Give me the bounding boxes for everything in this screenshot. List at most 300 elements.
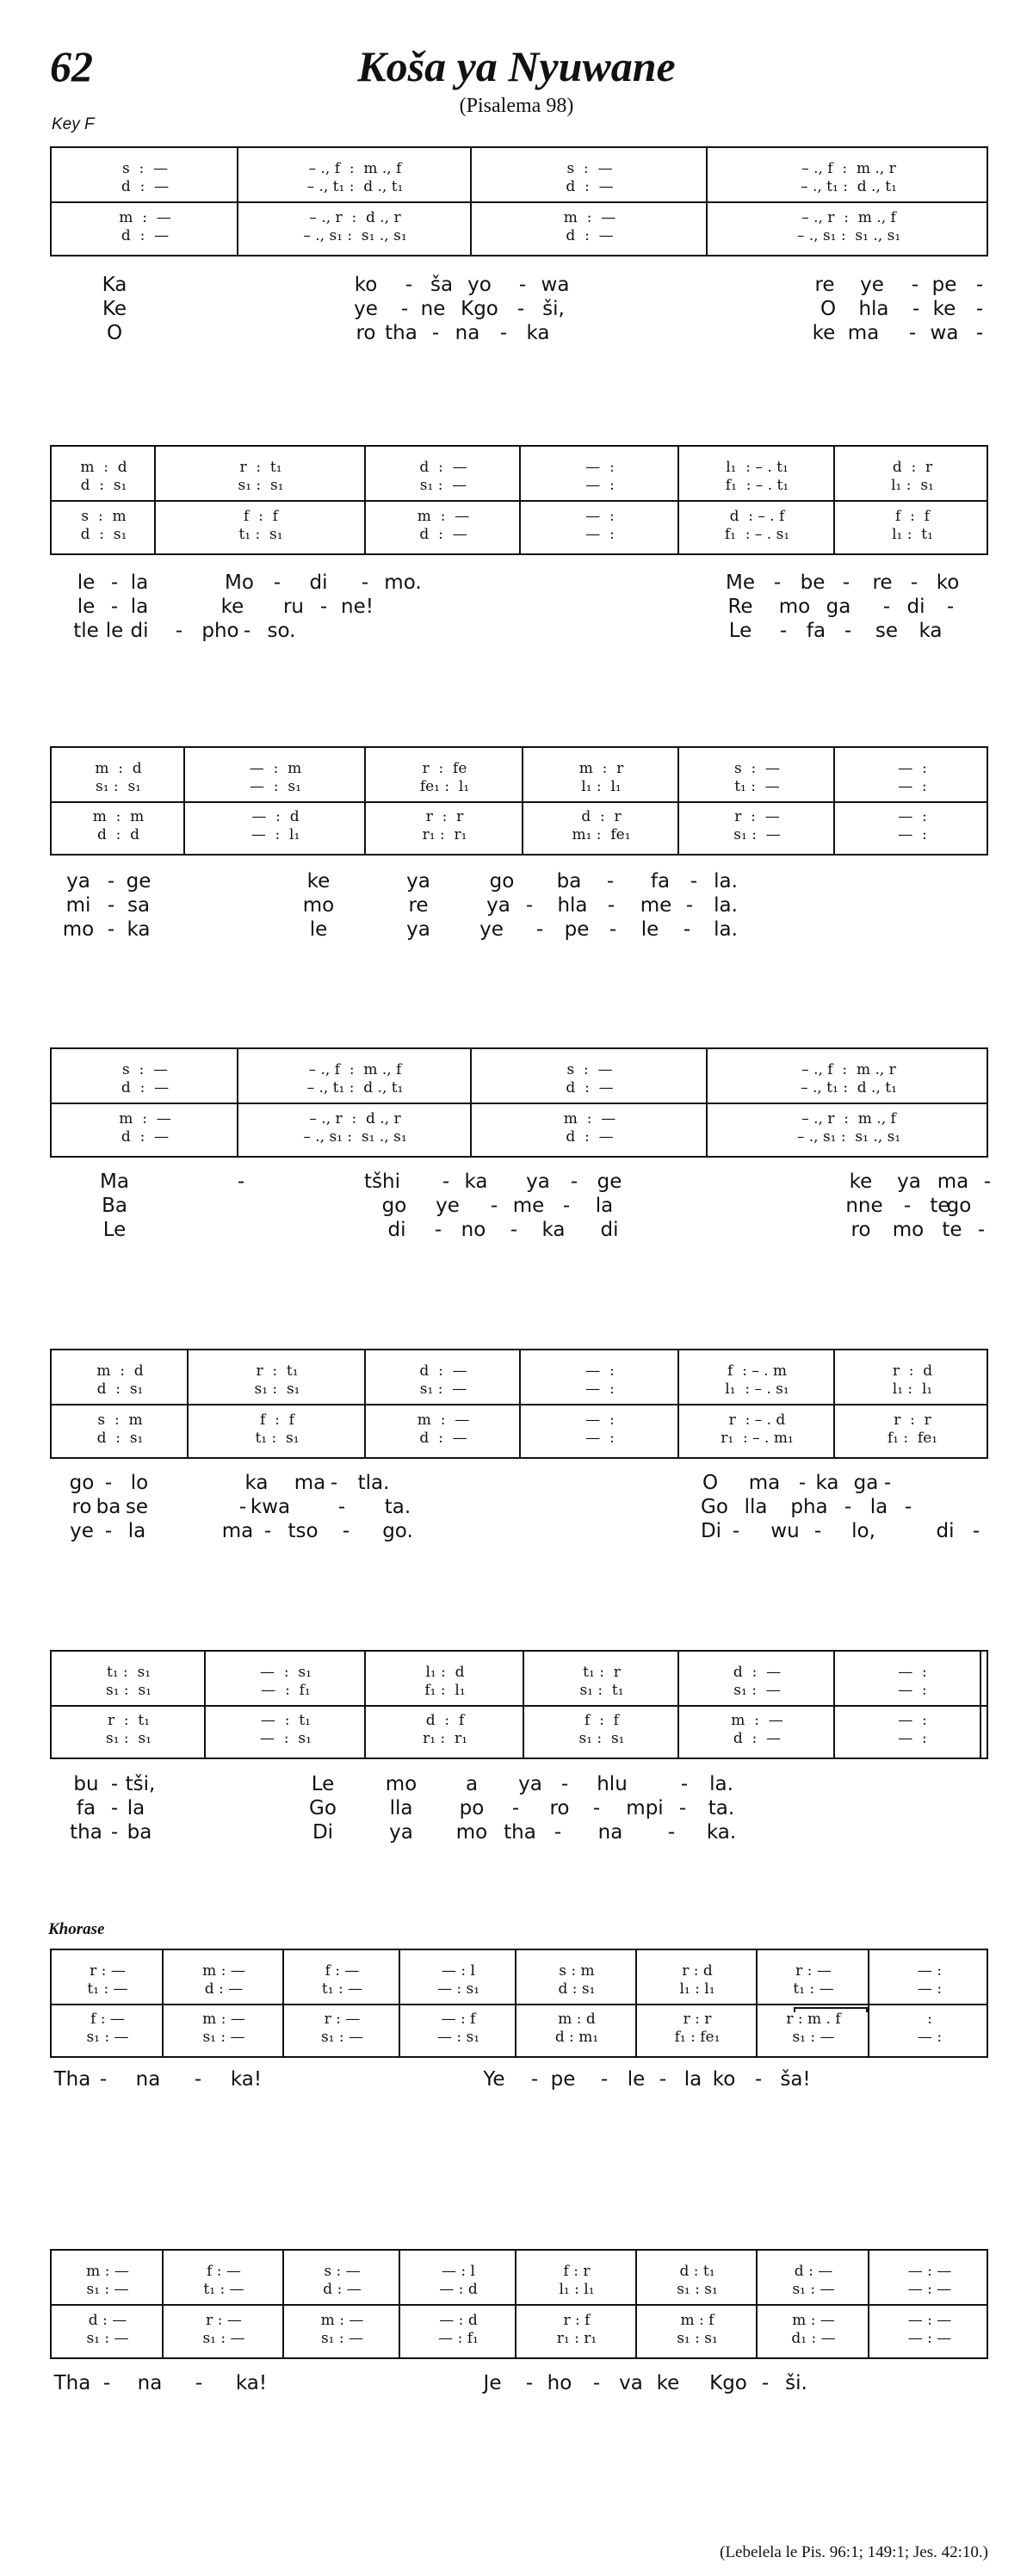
lyric-syllable: wa [930, 322, 959, 344]
measure-notes: m : r [578, 760, 624, 777]
lyric-syllable: Di [700, 1520, 722, 1542]
syllable-hyphen: - [903, 1195, 912, 1217]
syllable-hyphen: - [773, 571, 782, 594]
syllable-hyphen: - [972, 1520, 980, 1542]
measure-notes: d : s₁ [96, 1430, 144, 1447]
lyric-line-verse-1 [0, 2068, 1033, 2092]
measure-notes: – ., s₁ : s₁ ., s₁ [796, 227, 901, 244]
measure-notes: r₁ : r₁ [556, 2330, 597, 2347]
syllable-hyphen: - [975, 322, 984, 344]
measure-notes: m₁ : fe₁ [572, 826, 631, 843]
lyric-syllable: ge [126, 870, 152, 893]
lyric-syllable: di [600, 1219, 619, 1241]
measure-notes: l₁ : l₁ [581, 778, 622, 795]
measure-notes: f₁ : fe₁ [674, 2029, 721, 2046]
lyric-syllable: mo [302, 894, 335, 917]
syllable-hyphen: - [883, 1472, 892, 1494]
measure-notes: d : s₁ [558, 1980, 596, 1998]
measure-notes: — : s₁ [260, 1664, 312, 1681]
measure-notes: s₁ : — [792, 2029, 835, 2046]
measure-notes: l₁ : l₁ [892, 1381, 933, 1398]
lyric-syllable: mo [892, 1219, 925, 1241]
lyric-syllable: ne! [341, 596, 374, 618]
lyric-syllable: be [800, 571, 826, 594]
syllable-hyphen: - [844, 1496, 852, 1518]
lyric-syllable: Je [483, 2372, 502, 2394]
lyric-syllable: ke [220, 596, 244, 618]
syllable-hyphen: - [592, 2372, 601, 2394]
measure-notes: s₁ : s₁ [105, 1682, 152, 1699]
syllable-hyphen: - [431, 322, 440, 344]
measure-notes: m : d [558, 2011, 596, 2028]
lyric-syllable: ho [547, 2372, 572, 2394]
measure-notes: r₁ : – . m₁ [721, 1430, 794, 1447]
measure-notes: f₁ : – . t₁ [725, 477, 789, 494]
song-subtitle: (Pisalema 98) [459, 95, 574, 117]
syllable-hyphen: - [882, 596, 891, 618]
measure-notes: — : — [907, 2281, 952, 2298]
syllable-hyphen: - [361, 571, 369, 594]
measure-notes: d : — [121, 227, 170, 244]
lyric-syllable: na [135, 2068, 161, 2091]
lyric-syllable: ya [526, 1171, 550, 1193]
syllable-hyphen: - [110, 596, 119, 618]
measure-notes: — : [585, 1381, 615, 1398]
syllable-hyphen: - [442, 1171, 450, 1193]
measure-notes: — : [917, 1962, 943, 1980]
lyric-syllable: wu [770, 1520, 800, 1542]
measure-notes: m : — [563, 1110, 616, 1127]
measure-notes: f : f [895, 508, 930, 525]
measure-notes: r : d [892, 1362, 933, 1380]
lyric-syllable: nne [845, 1195, 883, 1217]
measure-notes: s₁ : — [419, 477, 467, 494]
lyric-syllable: fa [650, 870, 671, 893]
lyric-syllable: tha [385, 322, 418, 344]
lyric-syllable: ke [932, 298, 956, 320]
lyric-syllable: te [930, 1195, 950, 1217]
lyric-syllable: ko [712, 2068, 736, 2091]
lyric-syllable: re [408, 894, 429, 917]
syllable-hyphen: - [195, 2372, 203, 2394]
measure-notes: — : f₁ [261, 1682, 311, 1699]
lyric-syllable: pe [550, 2068, 576, 2091]
lyric-syllable: pha [790, 1496, 828, 1518]
measure-notes: d₁ : — [791, 2330, 836, 2347]
measure-notes: s₁ : — [86, 2029, 129, 2046]
lyric-syllable: mo [778, 596, 811, 618]
lyric-line-verse-1 [0, 1171, 1033, 1195]
lyric-syllable: la [595, 1195, 614, 1217]
syllable-hyphen: - [238, 1496, 247, 1518]
lyric-syllable: tso [288, 1520, 319, 1542]
measure-notes: l₁ : l₁ [559, 2281, 595, 2298]
lyric-syllable: ko [354, 274, 378, 296]
measure-notes: r : t₁ [239, 459, 282, 476]
measure-notes: — : m [249, 760, 302, 777]
lyric-syllable: la. [714, 918, 738, 941]
syllable-hyphen: - [600, 2068, 609, 2091]
syllable-hyphen: - [946, 596, 955, 618]
syllable-hyphen: - [400, 298, 409, 320]
measure-notes: f : — [207, 2263, 241, 2280]
measure-notes: — : [898, 826, 927, 843]
measure-notes: — : [585, 1412, 615, 1429]
syllable-hyphen: - [107, 894, 115, 917]
syllable-hyphen: - [904, 1496, 912, 1518]
lyric-syllable: ye [860, 274, 884, 296]
lyric-syllable: ka! [235, 2372, 268, 2394]
lyric-syllable: fa [806, 620, 826, 642]
lyric-syllable: ma [294, 1472, 326, 1494]
lyric-syllable: yo [467, 274, 492, 296]
lyric-syllable: Go [701, 1496, 728, 1518]
lyric-syllable: ko [936, 571, 960, 594]
lyric-syllable: mo. [384, 571, 422, 594]
lyric-syllable: Go [309, 1797, 337, 1819]
lyric-syllable: hla [557, 894, 588, 917]
measure-notes: r : — [206, 2312, 242, 2329]
measure-notes: m : — [792, 2312, 835, 2329]
measure-notes: – ., f : m ., f [308, 160, 402, 177]
measure-notes: t₁ : — [203, 2281, 244, 2298]
syllable-hyphen: - [977, 1219, 986, 1241]
lyric-syllable: la [684, 2068, 702, 2091]
syllable-hyphen: - [606, 870, 615, 893]
lyric-syllable: lo [130, 1472, 149, 1494]
lyric-syllable: ro [356, 322, 376, 344]
lyric-syllable: di [387, 1219, 406, 1241]
syllable-hyphen: - [983, 1171, 992, 1193]
measure-notes: l₁ : – . t₁ [726, 459, 789, 476]
measure-notes: s : m [81, 508, 127, 525]
measure-notes: s₁ : — [86, 2281, 129, 2298]
measure-notes: — : [898, 778, 927, 795]
measure-notes: d : — [121, 1128, 170, 1146]
lyric-syllable: tla. [357, 1472, 390, 1494]
lyric-syllable: tle [73, 620, 99, 642]
syllable-hyphen: - [678, 1797, 687, 1819]
lyric-syllable: la [869, 1496, 888, 1518]
lyric-syllable: ke [849, 1171, 873, 1193]
measure-notes: – ., r : d ., r [309, 1110, 401, 1127]
measure-notes: – ., t₁ : d ., t₁ [306, 178, 404, 195]
lyric-syllable: na [597, 1821, 623, 1844]
measure-notes: f : f [244, 508, 278, 525]
measure-notes: – ., f : m ., f [308, 1061, 402, 1078]
syllable-hyphen: - [659, 2068, 667, 2091]
lyric-syllable: le [77, 571, 96, 594]
measure-notes: d : r [581, 808, 622, 825]
measure-notes: d : — [566, 1079, 614, 1096]
lyric-syllable: Le [102, 1219, 127, 1241]
measure-notes: m : d [80, 459, 127, 476]
measure-notes: — : [585, 508, 615, 525]
measure-notes: s₁ : — [86, 2330, 129, 2347]
measure-notes: t₁ : — [87, 1980, 128, 1998]
lyric-syllable: ši. [785, 2372, 807, 2394]
measure-notes: s : — [733, 760, 781, 777]
lyric-syllable: me [512, 1195, 545, 1217]
measure-notes: m : — [731, 1712, 783, 1729]
measure-notes: l₁ : l₁ [679, 1980, 715, 1998]
lyric-syllable: le [309, 918, 328, 941]
syllable-hyphen: - [525, 2372, 534, 2394]
measure-notes: — : s₁ [260, 1730, 312, 1747]
measure-notes: – ., t₁ : d ., t₁ [801, 178, 897, 195]
syllable-hyphen: - [910, 571, 919, 594]
measure-notes: d : r [892, 459, 933, 476]
measure-notes: — : [917, 2029, 943, 2046]
measure-notes: t₁ : — [321, 1980, 363, 1998]
lyric-line-verse-3 [0, 1520, 1033, 1544]
syllable-hyphen: - [560, 1773, 569, 1795]
syllable-hyphen: - [273, 571, 281, 594]
measure-notes: d : f [425, 1712, 465, 1729]
lyric-syllable: hlu [597, 1773, 628, 1795]
lyric-syllable: ma [847, 322, 880, 344]
syllable-hyphen: - [683, 918, 691, 941]
lyric-syllable: se [125, 1496, 149, 1518]
measure-notes: – ., t₁ : d ., t₁ [801, 1079, 897, 1096]
measure-notes: – ., r : d ., r [309, 209, 401, 226]
measure-notes: d : t₁ [679, 2263, 715, 2280]
lyric-syllable: ke [306, 870, 331, 893]
measure-notes: – ., s₁ : s₁ ., s₁ [796, 1128, 901, 1146]
measure-notes: — : [898, 1730, 927, 1747]
syllable-hyphen: - [107, 918, 115, 941]
lyric-syllable: di [906, 596, 925, 618]
syllable-hyphen: - [667, 1821, 676, 1844]
lyric-syllable: Ye [483, 2068, 505, 2091]
measure-notes: r : f [563, 2312, 591, 2329]
measure-notes: r : — [795, 1962, 832, 1980]
lyric-line-verse-2 [0, 298, 1033, 322]
lyric-syllable: di [936, 1520, 955, 1542]
measure-notes: — : [898, 760, 927, 777]
measure-notes: f : – . m [727, 1362, 788, 1380]
measure-notes: l₁ : d [425, 1664, 465, 1681]
measure-notes: s₁ : — [202, 2330, 245, 2347]
lyric-syllable: ya [486, 894, 510, 917]
syllable-hyphen: - [110, 1773, 119, 1795]
lyric-syllable: ro [549, 1797, 570, 1819]
measure-notes: f : f [585, 1712, 619, 1729]
measure-notes: d : — [733, 1664, 782, 1681]
lyric-syllable: hla [858, 298, 889, 320]
syllable-hyphen: - [779, 620, 788, 642]
lyric-line-verse-1 [0, 1472, 1033, 1496]
staff-divider [52, 201, 987, 203]
measure-notes: — : t₁ [261, 1712, 311, 1729]
measure-notes: m : f [680, 2312, 714, 2329]
lyric-syllable: po [459, 1797, 485, 1819]
lyric-syllable: pe [931, 274, 957, 296]
syllable-hyphen: - [518, 274, 527, 296]
lyric-syllable: ye [436, 1195, 460, 1217]
measure-notes: t₁ : s₁ [106, 1664, 152, 1681]
lyric-syllable: la [130, 596, 149, 618]
measure-notes: d : — [566, 1128, 614, 1146]
measure-notes: s₁ : — [733, 1682, 781, 1699]
syllable-hyphen: - [99, 2068, 108, 2091]
lyric-syllable: la [127, 1520, 146, 1542]
measure-notes: s₁ : — [202, 2029, 245, 2046]
lyric-syllable: ga [853, 1472, 879, 1494]
lyric-syllable: Me [726, 571, 755, 594]
measure-notes: s : — [121, 1061, 169, 1078]
lyric-line-verse-1 [0, 274, 1033, 298]
measure-notes: – ., f : m ., r [801, 1061, 896, 1078]
lyric-line-verse-3 [0, 1219, 1033, 1243]
measure-notes: r : t₁ [107, 1712, 151, 1729]
measure-notes: m : — [417, 1412, 470, 1429]
syllable-hyphen: - [844, 620, 852, 642]
syllable-hyphen: - [761, 2372, 770, 2394]
syllable-hyphen: - [754, 2068, 763, 2091]
syllable-hyphen: - [110, 1821, 119, 1844]
lyric-syllable: lla [389, 1797, 413, 1819]
measure-notes: t₁ : s₁ [238, 526, 283, 543]
lyric-syllable: ma [748, 1472, 781, 1494]
lyric-syllable: le [627, 2068, 646, 2091]
measure-notes: — : — [907, 2263, 952, 2280]
measure-notes: s₁ : — [320, 2029, 364, 2046]
measure-notes: — : s₁ [436, 1980, 480, 1998]
lyric-syllable: ru [282, 596, 305, 618]
measure-notes: r : — [734, 808, 780, 825]
measure-notes: – ., s₁ : s₁ ., s₁ [303, 1128, 407, 1146]
lyric-syllable: le [640, 918, 659, 941]
syllable-hyphen: - [499, 322, 508, 344]
measure-notes: s₁ : — [733, 826, 781, 843]
measure-notes: s : — [324, 2263, 361, 2280]
measure-notes: s : m [559, 1962, 595, 1980]
measure-notes: m : — [563, 209, 616, 226]
tie-mark [794, 2007, 868, 2012]
lyric-line-verse-1 [0, 2372, 1033, 2396]
syllable-hyphen: - [104, 1472, 113, 1494]
measure-notes: f₁ : l₁ [424, 1682, 466, 1699]
lyric-syllable: ša [430, 274, 454, 296]
syllable-hyphen: - [102, 2372, 111, 2394]
staff-system-7 [50, 1949, 988, 2058]
measure-notes: d : — [566, 178, 614, 195]
measure-notes: – ., r : m ., f [801, 209, 896, 226]
lyric-syllable: ro [71, 1496, 92, 1518]
measure-notes: — : [585, 1362, 615, 1380]
lyric-line-verse-2 [0, 1496, 1033, 1520]
lyric-syllable: ba [556, 870, 582, 893]
chorus-label: Khorase [48, 1920, 105, 1938]
syllable-hyphen: - [516, 298, 525, 320]
syllable-hyphen: - [908, 322, 917, 344]
staff-divider [52, 801, 987, 803]
syllable-hyphen: - [554, 1821, 562, 1844]
measure-notes: s₁ : s₁ [578, 1730, 625, 1747]
measure-notes: d : — [419, 459, 467, 476]
lyric-syllable: mo [62, 918, 95, 941]
measure-notes: r : d [682, 1962, 713, 1980]
lyric-syllable: la [127, 1797, 145, 1819]
measure-notes: r : t₁ [256, 1362, 299, 1380]
lyric-syllable: mi [65, 894, 91, 917]
measure-notes: m : d [96, 1362, 144, 1380]
lyric-syllable: mpi [626, 1797, 664, 1819]
lyric-syllable: tši, [125, 1773, 156, 1795]
measure-notes: — : [917, 1980, 943, 1998]
syllable-hyphen: - [607, 894, 615, 917]
syllable-hyphen: - [330, 1472, 338, 1494]
lyric-syllable: ya [66, 870, 90, 893]
measure-notes: m : d [95, 760, 142, 777]
measure-notes: f₁ : – . s₁ [724, 526, 790, 543]
syllable-hyphen: - [813, 1520, 822, 1542]
lyric-line-verse-3 [0, 620, 1033, 644]
lyric-syllable: wa [541, 274, 570, 296]
lyric-syllable: ke [812, 322, 836, 344]
measure-notes: — : l [442, 2263, 475, 2280]
measure-notes: s₁ : s₁ [677, 2281, 718, 2298]
measure-notes: r : — [324, 2011, 361, 2028]
measure-notes: d : m₁ [554, 2029, 599, 2046]
measure-notes: r₁ : r₁ [423, 1730, 467, 1747]
staff-system-5 [50, 1349, 988, 1459]
lyric-syllable: tha [504, 1821, 536, 1844]
lyric-syllable: Kgo [709, 2372, 747, 2394]
lyric-syllable: ye [70, 1520, 94, 1542]
lyric-syllable: ma [221, 1520, 254, 1542]
measure-notes: t₁ : — [793, 1980, 834, 1998]
lyric-syllable: Re [727, 596, 753, 618]
lyric-syllable: ya [389, 1821, 413, 1844]
measure-notes: f : — [90, 2011, 125, 2028]
measure-notes: — : [585, 1430, 615, 1447]
measure-notes: — : l₁ [251, 826, 300, 843]
measure-notes: — : [585, 459, 615, 476]
syllable-hyphen: - [525, 894, 534, 917]
lyric-syllable: ye [354, 298, 378, 320]
lyric-line-verse-3 [0, 1821, 1033, 1845]
measure-notes: — : [585, 526, 615, 543]
lyric-syllable: tšhi [364, 1171, 400, 1193]
lyric-syllable: ka [815, 1472, 839, 1494]
syllable-hyphen: - [690, 870, 698, 893]
lyric-syllable: a [465, 1773, 479, 1795]
lyric-syllable: te [942, 1219, 962, 1241]
measure-notes: m : — [202, 2011, 245, 2028]
lyric-syllable: ka! [230, 2068, 263, 2091]
lyric-line-verse-2 [0, 596, 1033, 620]
lyric-syllable: di [309, 571, 328, 594]
staff-divider [52, 1705, 987, 1707]
lyric-line-verse-1 [0, 571, 1033, 596]
measure-notes: l₁ : – . s₁ [725, 1381, 789, 1398]
measure-notes: s : — [566, 1061, 613, 1078]
measure-notes: r : r [683, 2011, 712, 2028]
syllable-hyphen: - [842, 571, 851, 594]
measure-notes: d : s₁ [80, 477, 127, 494]
syllable-hyphen: - [570, 1171, 578, 1193]
syllable-hyphen: - [592, 1797, 601, 1819]
measure-notes: r : r [425, 808, 464, 825]
lyric-syllable: Tha [53, 2068, 91, 2091]
measure-notes: s : — [566, 160, 613, 177]
lyric-syllable: di [130, 620, 149, 642]
lyric-syllable: ro [851, 1219, 871, 1241]
syllable-hyphen: - [535, 918, 544, 941]
measure-notes: d : — [121, 1079, 170, 1096]
